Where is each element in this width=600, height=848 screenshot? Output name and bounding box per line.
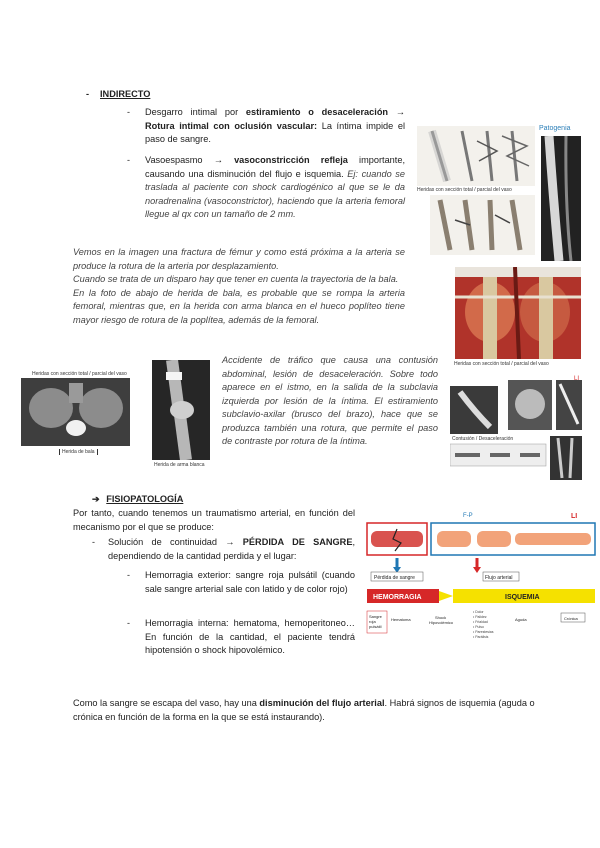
dash-bullet: - xyxy=(127,618,130,628)
fisiopatologia-heading: ➔ FISIOPATOLOGÍA xyxy=(92,494,184,504)
hemorragia-exterior: Hemorragia exterior: sangre roja pulsátil (cuando sale sangre arterial sale con latido y de color rojo) xyxy=(145,570,355,594)
arrow-icon: ➔ xyxy=(92,494,100,504)
svg-text:pulsátil: pulsátil xyxy=(369,624,382,629)
svg-text:Aguda: Aguda xyxy=(515,617,527,622)
svg-text:Hipovolémico: Hipovolémico xyxy=(429,620,454,625)
svg-text:• Pulso: • Pulso xyxy=(473,625,484,629)
svg-text:• Frialdad: • Frialdad xyxy=(473,620,488,624)
svg-text:ISQUEMIA: ISQUEMIA xyxy=(505,594,540,601)
svg-text:Flujo arterial: Flujo arterial xyxy=(485,575,513,581)
fp-label: F-P xyxy=(463,513,473,519)
caption-heridas-top: Heridas con sección total / parcial del vaso xyxy=(417,187,512,193)
fisiopatologia-diagram xyxy=(365,503,597,643)
paragraph-fracture: Vemos en la imagen una fractura de fémur y como está próxima a la arteria se produce la rotura de la arteria por desplazamiento. Cuando se trata de un disparo hay que tener en cuenta la trayectoria de la bala. En la foto de abajo de herida de bala, es probable que se rompa la arteria femoral, mientras que, en la herida con arma blanca en el hueco poplíteo tiene mayor riesgo de rotura de la poplítea, además de la femoral. xyxy=(73,247,405,325)
dash-bullet: - xyxy=(127,570,130,580)
knee-xray-image xyxy=(152,360,210,460)
angiography-image xyxy=(541,136,581,261)
caption-contusion: Contusión / Desaceleración xyxy=(452,436,514,442)
fisiopatologia-item: Solución de continuidad → PÉRDIDA DE SANGRE, dependiendo de la cantidad perdida y el lugar: xyxy=(108,537,356,561)
svg-text:LI: LI xyxy=(574,376,580,382)
li-label: LI xyxy=(571,513,578,520)
caption-heridas-left: Heridas con sección total / parcial del vaso xyxy=(32,371,127,377)
patogenia-label: Patogenia xyxy=(539,125,571,132)
svg-text:• Parálisis: • Parálisis xyxy=(473,635,489,639)
bullet-wound-photo xyxy=(455,267,581,359)
caption-heridas-mid: Heridas con sección total / parcial del vaso xyxy=(454,361,549,367)
paragraph-accident: Accidente de tráfico que causa una contusión abdominal, lesión de desaceleración. Sobre todo aparece en el istmo, en la salida de la subclavia izquierda por lesión de la íntima. El estiramiento subclavio-axilar (brusco del brazo), hace que se produzca también una rotura, que permite el paso de contraste por rotura de la íntima. xyxy=(222,355,438,446)
caption-herida-bala: Herida de bala xyxy=(59,449,98,455)
vessel-wound-sketch-image xyxy=(417,126,535,186)
caption-herida-arma: Herida de arma blanca xyxy=(154,462,205,468)
conclusion-paragraph: Como la sangre se escapa del vaso, hay una disminución del flujo arterial. Habrá signos de isquemia (aguda o crónica en función de la forma en la que se está instaurando). xyxy=(73,698,535,722)
svg-text:• Dolor: • Dolor xyxy=(473,610,484,614)
svg-text:roja: roja xyxy=(369,619,376,624)
svg-text:Crónica: Crónica xyxy=(564,616,578,621)
svg-text:• Parestesias: • Parestesias xyxy=(473,630,494,634)
dash-bullet: - xyxy=(127,107,130,117)
dash-bullet: - xyxy=(86,89,90,99)
vessel-wound-sketch-image-2 xyxy=(430,195,535,255)
svg-text:• Palidez: • Palidez xyxy=(473,615,487,619)
svg-text:HEMORRAGIA: HEMORRAGIA xyxy=(373,594,422,601)
svg-text:Hematoma: Hematoma xyxy=(391,617,411,622)
indirecto-item-2: Vasoespasmo → vasoconstricción refleja importante, causando una disminución del flujo e isquemia. Ej: cuando se traslada al paciente con shock cardiogénico al que se le da noradrenalina (vasoconstrictor), haciendo que la arteria femoral llegue al qx con un tamaño de 2 mm. xyxy=(145,155,405,219)
indirecto-heading: - INDIRECTO xyxy=(92,88,150,102)
svg-text:Sangre: Sangre xyxy=(369,614,382,619)
hemorragia-interna: Hemorragia interna: hematoma, hemoperitoneo… En función de la cantidad, el paciente tendrá hipotensión o shock hipovolémico. xyxy=(145,618,355,655)
svg-text:Pérdida de sangre: Pérdida de sangre xyxy=(374,575,415,581)
dash-bullet: - xyxy=(92,537,95,547)
aortic-injury-image xyxy=(450,372,582,482)
dash-bullet: - xyxy=(127,155,130,165)
svg-text:Shock: Shock xyxy=(435,615,447,620)
indirecto-item-1: Desgarro intimal por estiramiento o desaceleración → Rotura intimal con oclusión vascular: La íntima impide el paso de sangre. xyxy=(145,107,405,144)
pelvis-xray-image xyxy=(21,378,130,446)
fisiopatologia-intro: Por tanto, cuando tenemos un traumatismo arterial, en función del mecanismo por el que se produce: xyxy=(73,508,355,532)
